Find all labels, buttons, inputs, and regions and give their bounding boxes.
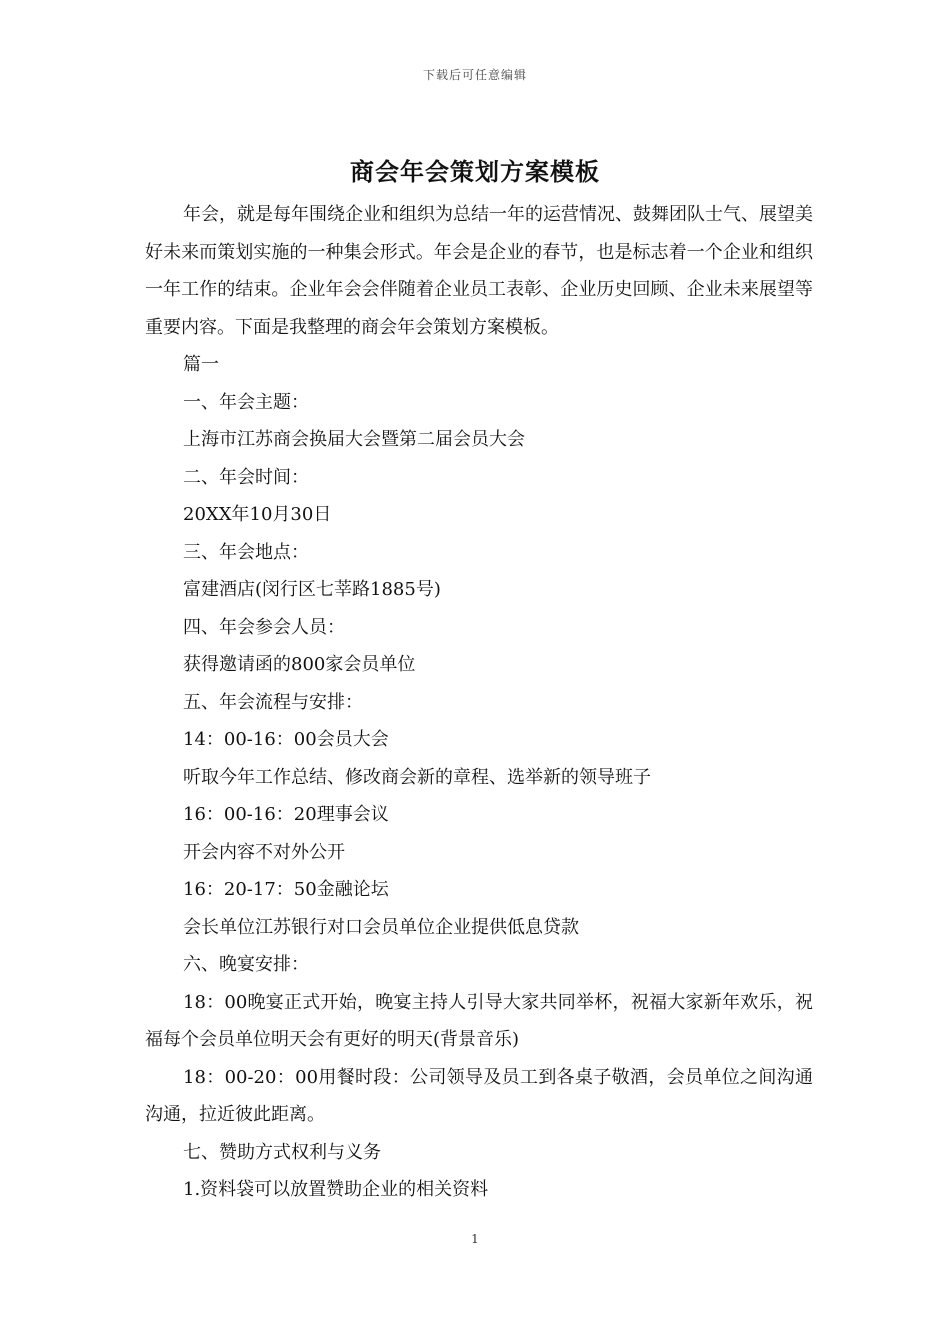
section-label-part-one: 篇一 (183, 354, 219, 375)
banquet-start-text: 18：00晚宴正式开始，晚宴主持人引导大家共同举杯，祝福大家新年欢乐，祝福每个会员单位明天会有更好的明天(背景音乐) (145, 991, 813, 1050)
agenda-item-1-time: 14：00-16：00会员大会 (183, 729, 389, 750)
heading-banquet: 六、晚宴安排： (183, 954, 309, 975)
attendees-text: 获得邀请函的800家会员单位 (183, 654, 416, 675)
heading-attendees: 四、年会参会人员： (183, 616, 345, 638)
agenda-item-2-detail: 开会内容不对外公开 (183, 841, 345, 863)
agenda-item-1-detail: 听取今年工作总结、修改商会新的章程、选举新的领导班子 (183, 766, 651, 788)
intro-paragraph: 年会，就是每年围绕企业和组织为总结一年的运营情况、鼓舞团队士气、展望美好未来而策划实施的一种集会形式。年会是企业的春节，也是标志着一个企业和组织一年工作的结束。企业年会会伴随着企业员工表彰、企业历史回顾、企业未来展望等重要内容。下面是我整理的商会年会策划方案模板。 (145, 204, 813, 338)
agenda-item-2-time: 16：00-16：20理事会议 (183, 804, 389, 825)
time-text: 20XX年10月30日 (183, 504, 332, 525)
document-title: 商会年会策划方案模板 (350, 157, 600, 186)
location-text: 富建酒店(闵行区七莘路1885号) (183, 579, 441, 600)
banquet-dining-text: 18：00-20：00用餐时段：公司领导及员工到各桌子敬酒，会员单位之间沟通沟通，拉近彼此距离。 (145, 1066, 813, 1125)
heading-time: 二、年会时间： (183, 466, 309, 488)
heading-theme: 一、年会主题： (183, 391, 309, 413)
document-body (145, 196, 813, 1209)
heading-sponsorship: 七、赞助方式权利与义务 (183, 1141, 381, 1163)
agenda-item-3-time: 16：20-17：50金融论坛 (183, 879, 389, 900)
agenda-item-3-detail: 会长单位江苏银行对口会员单位企业提供低息贷款 (183, 916, 579, 938)
theme-text: 上海市江苏商会换届大会暨第二届会员大会 (183, 429, 525, 450)
page-number: 1 (471, 1232, 479, 1246)
heading-location: 三、年会地点： (183, 541, 309, 563)
page-header-note: 下载后可任意编辑 (422, 68, 527, 82)
sponsorship-item-1: 1.资料袋可以放置赞助企业的相关资料 (183, 1179, 489, 1200)
heading-agenda: 五、年会流程与安排： (183, 691, 363, 713)
